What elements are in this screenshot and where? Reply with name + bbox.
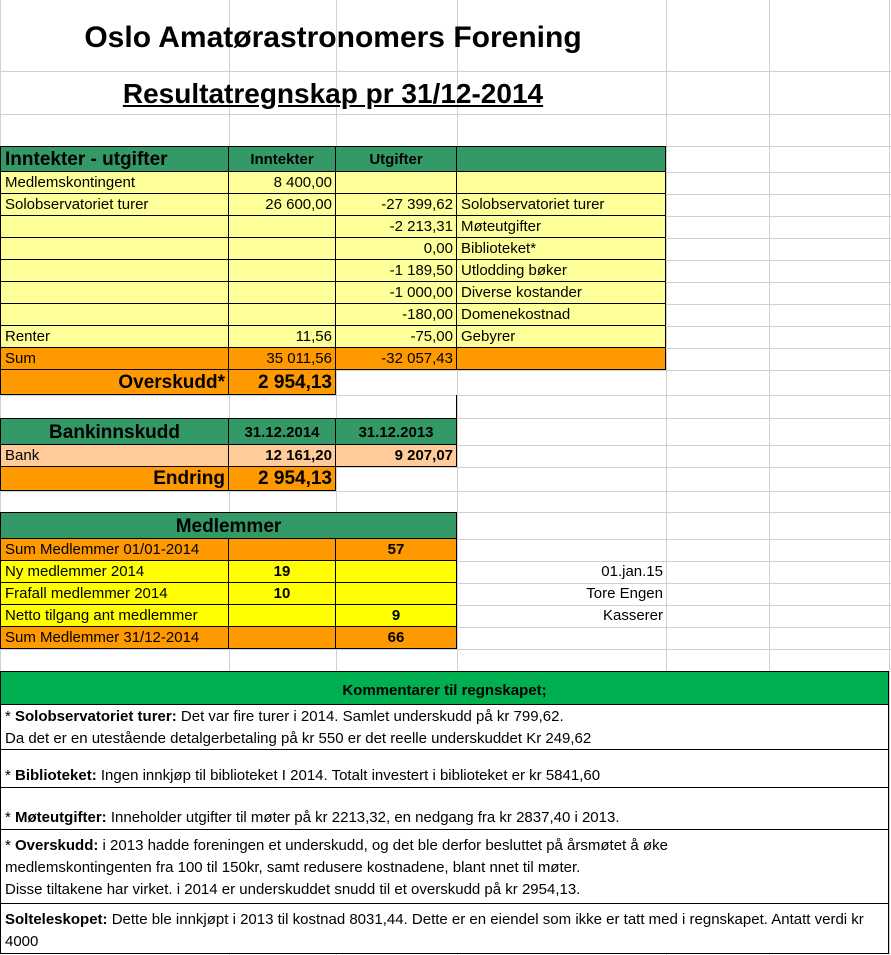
table-row-desc: Gebyrer (457, 326, 666, 348)
table-row-desc (457, 172, 666, 194)
income-header-desc (457, 146, 666, 172)
members-row-a (229, 627, 336, 649)
surplus-label: Overskudd* (0, 370, 229, 395)
members-row-label: Frafall medlemmer 2014 (0, 583, 229, 605)
sum-row-desc (457, 348, 666, 370)
table-row-expense: -27 399,62 (336, 194, 457, 216)
comment-solobservatoriet-text: Det var fire turer i 2014. Samlet underskudd på kr 799,62. (176, 708, 564, 725)
bank-row-label: Bank (0, 445, 229, 467)
table-row-income (229, 282, 336, 304)
report-subtitle-text: Resultatregnskap pr 31/12-2014 (122, 78, 544, 109)
income-header-expense: Utgifter (336, 146, 457, 172)
comment-overskudd: * Overskudd: i 2013 hadde foreningen et underskudd, og det ble derfor besluttet på årsmøtet å øke medlemskontingenten fra 100 til 150kr, samt redusere kostnadene, blant nnet til møter. Disse tiltakene har virket. i 2014 er underskuddet snudd til et overskudd på kr 2954,13. (0, 830, 889, 904)
table-row-label (0, 260, 229, 282)
comment-solteleskopet-title: Solteleskopet: (5, 911, 108, 928)
table-row-income (229, 238, 336, 260)
sum-row-expense: -32 057,43 (336, 348, 457, 370)
comment-overskudd-text2: medlemskontingenten fra 100 til 150kr, samt redusere kostnadene, blant nnet til møter. (5, 859, 581, 876)
comment-solobservatoriet-text2: Da det er en utestående detalgerbetaling på kr 550 er det reelle underskuddet Kr 249,62 (5, 730, 592, 747)
bank-header-label: Bankinnskudd (0, 418, 229, 445)
report-title: Oslo Amatørastronomers Forening (84, 21, 582, 54)
table-row-label (0, 216, 229, 238)
members-row-b: 9 (336, 605, 457, 627)
signature-name: Tore Engen (586, 585, 663, 602)
table-row-expense: 0,00 (336, 238, 457, 260)
members-header: Medlemmer (0, 512, 457, 539)
members-row-a: 19 (229, 561, 336, 583)
comment-biblioteket-text: Ingen innkjøp til biblioteket I 2014. Totalt investert i biblioteket er kr 5841,60 (96, 767, 601, 784)
income-header-income: Inntekter (229, 146, 336, 172)
comment-moteutgifter-text: Inneholder utgifter til møter på kr 2213,32, en nedgang fra kr 2837,40 i 2013. (106, 809, 620, 826)
table-row-income: 11,56 (229, 326, 336, 348)
table-row-expense: -1 189,50 (336, 260, 457, 282)
members-row-label: Sum Medlemmer 01/01-2014 (0, 539, 229, 561)
members-row-a (229, 539, 336, 561)
comment-solobservatoriet: * Solobservatoriet turer: Det var fire turer i 2014. Samlet underskudd på kr 799,62. Da det er en utestående detalgerbetaling på kr 550 er det reelle underskuddet Kr 249,62 (0, 705, 889, 750)
table-row-desc: Diverse kostander (457, 282, 666, 304)
table-row-label (0, 282, 229, 304)
members-row-b (336, 561, 457, 583)
comment-solteleskopet (0, 904, 889, 954)
members-row-b: 66 (336, 627, 457, 649)
report-subtitle (0, 74, 666, 114)
table-row-label: Medlemskontingent (0, 172, 229, 194)
table-row-label: Renter (0, 326, 229, 348)
members-row-a: 10 (229, 583, 336, 605)
sum-row-label: Sum (0, 348, 229, 370)
comment-biblioteket: * Biblioteket: Ingen innkjøp til biblioteket I 2014. Totalt investert i biblioteket er kr 5841,60 (0, 750, 889, 788)
table-row-expense: -1 000,00 (336, 282, 457, 304)
table-row-desc: Domenekostnad (457, 304, 666, 326)
table-row-expense (336, 172, 457, 194)
surplus-value: 2 954,13 (229, 370, 336, 395)
table-row-label: Solobservatoriet turer (0, 194, 229, 216)
members-row-label: Netto tilgang ant medlemmer (0, 605, 229, 627)
table-row-label (0, 304, 229, 326)
table-row-income (229, 304, 336, 326)
members-row-label: Sum Medlemmer 31/12-2014 (0, 627, 229, 649)
comment-solteleskopet-text: Dette ble innkjøpt i 2013 til kostnad 8031,44. Dette er en eiendel som ikke er tatt med i regnskapet. Antatt verdi kr 4000 (5, 911, 864, 950)
bank-header-col2: 31.12.2013 (336, 418, 457, 445)
table-row-income (229, 260, 336, 282)
table-row-label (0, 238, 229, 260)
members-row-label: Ny medlemmer 2014 (0, 561, 229, 583)
table-row-income: 26 600,00 (229, 194, 336, 216)
sum-row-income: 35 011,56 (229, 348, 336, 370)
comments-header: Kommentarer til regnskapet; (0, 671, 889, 705)
table-row-expense: -180,00 (336, 304, 457, 326)
members-row-a (229, 605, 336, 627)
table-row-expense: -75,00 (336, 326, 457, 348)
change-label: Endring (0, 467, 229, 491)
signature-role: Kasserer (602, 607, 663, 624)
bank-row-col1: 12 161,20 (229, 445, 336, 467)
signature-date: 01.jan.15 (601, 563, 663, 580)
change-value: 2 954,13 (229, 467, 336, 491)
comment-overskudd-text: i 2013 hadde foreningen et underskudd, og det ble derfor besluttet på årsmøtet å øke (98, 837, 668, 854)
comment-biblioteket-title: Biblioteket: (15, 767, 97, 784)
members-row-b (336, 583, 457, 605)
comment-moteutgifter: * Møteutgifter: Inneholder utgifter til møter på kr 2213,32, en nedgang fra kr 2837,40 i 2013. (0, 788, 889, 830)
table-row-income (229, 216, 336, 238)
bank-header-col1: 31.12.2014 (229, 418, 336, 445)
table-row-desc: Biblioteket* (457, 238, 666, 260)
income-header-label: Inntekter - utgifter (0, 146, 229, 172)
comment-solobservatoriet-title: Solobservatoriet turer: (15, 708, 177, 725)
table-row-desc: Møteutgifter (457, 216, 666, 238)
table-row-desc: Solobservatoriet turer (457, 194, 666, 216)
bank-row-col2: 9 207,07 (336, 445, 457, 467)
comment-moteutgifter-title: Møteutgifter: (15, 809, 107, 826)
comment-overskudd-title: Overskudd: (15, 837, 99, 854)
table-row-income: 8 400,00 (229, 172, 336, 194)
comment-overskudd-text3: Disse tiltakene har virket. i 2014 er underskuddet snudd til et overskudd på kr 2954,13. (5, 881, 581, 898)
table-row-expense: -2 213,31 (336, 216, 457, 238)
table-row-desc: Utlodding bøker (457, 260, 666, 282)
members-row-b: 57 (336, 539, 457, 561)
